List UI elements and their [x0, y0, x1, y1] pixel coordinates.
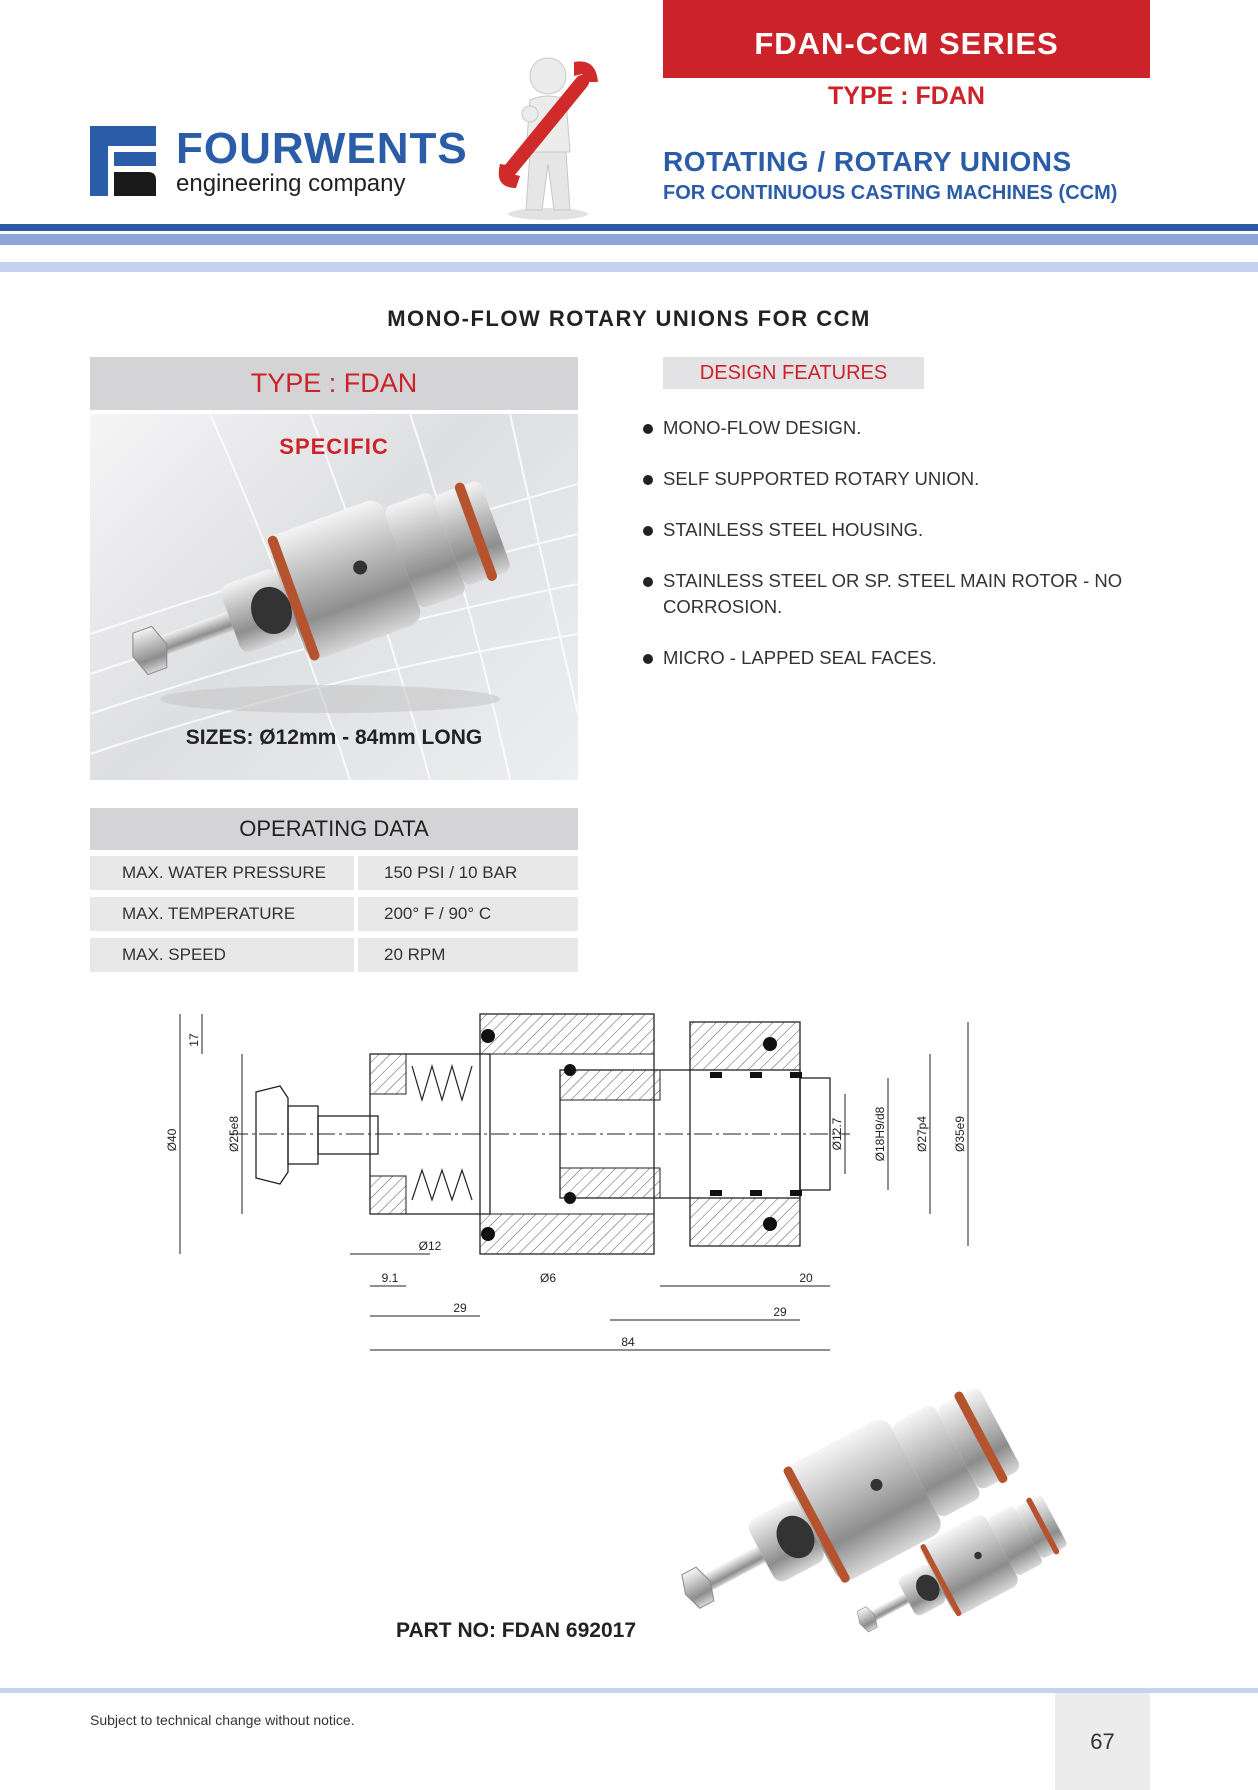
- spec-value: 20 RPM: [358, 938, 578, 972]
- header-stripe-light: [0, 262, 1258, 272]
- company-logo-mark: [90, 126, 156, 196]
- dimension-label: Ø18H9/d8: [873, 1106, 887, 1162]
- dimension-label: 84: [621, 1335, 635, 1349]
- list-item: STAINLESS STEEL HOUSING.: [643, 517, 1163, 543]
- list-item: MICRO - LAPPED SEAL FACES.: [643, 645, 1163, 671]
- dimension-label: Ø6: [539, 1271, 557, 1285]
- header-stripe-mid: [0, 234, 1258, 245]
- technical-drawing: [150, 1000, 1100, 1380]
- bullet-icon: [643, 526, 653, 536]
- company-tagline: engineering company: [176, 170, 406, 197]
- dimension-label: Ø27p4: [915, 1115, 929, 1153]
- spec-value: 150 PSI / 10 BAR: [358, 856, 578, 890]
- page-title: ROTATING / ROTARY UNIONS: [663, 146, 1072, 177]
- company-name: FOURWENTS: [176, 124, 468, 173]
- dimension-label: 17: [187, 1033, 201, 1047]
- dimension-label: 29: [453, 1301, 467, 1315]
- product-pair-photo: [670, 1355, 1170, 1665]
- type-label-box: TYPE : FDAN: [90, 357, 578, 410]
- series-banner: FDAN-CCM SERIES: [663, 0, 1150, 78]
- spec-label: MAX. TEMPERATURE: [90, 897, 354, 931]
- spec-label: MAX. SPEED: [90, 938, 354, 972]
- dimension-label: 9.1: [381, 1271, 399, 1285]
- table-row: [90, 856, 578, 890]
- dimension-label: Ø25e8: [227, 1115, 241, 1153]
- product-photo-panel: [90, 414, 578, 780]
- dimension-label: 20: [799, 1271, 813, 1285]
- header-stripe-dark: [0, 224, 1258, 231]
- part-number: PART NO: FDAN 692017: [396, 1619, 637, 1642]
- section-title: MONO-FLOW ROTARY UNIONS FOR CCM: [387, 306, 871, 331]
- footer-notice: Subject to technical change without notice.: [90, 1712, 355, 1728]
- type-heading: TYPE : FDAN: [828, 82, 985, 110]
- spec-value: 200° F / 90° C: [358, 897, 578, 931]
- dimension-label: Ø12: [418, 1239, 442, 1253]
- bullet-icon: [643, 577, 653, 587]
- operating-data-heading: OPERATING DATA: [90, 808, 578, 850]
- rotary-union-photo: [120, 464, 550, 724]
- design-features-heading: DESIGN FEATURES: [663, 357, 924, 389]
- dimension-label: Ø35e9: [953, 1115, 967, 1153]
- bullet-icon: [643, 654, 653, 664]
- page-number: 67: [1055, 1693, 1150, 1790]
- dimension-label: 29: [773, 1305, 787, 1319]
- sizes-label: SIZES: Ø12mm - 84mm LONG: [185, 726, 483, 749]
- bullet-icon: [643, 424, 653, 434]
- mascot-wrench-illustration: [490, 52, 615, 222]
- list-item: SELF SUPPORTED ROTARY UNION.: [643, 466, 1163, 492]
- table-row: [90, 938, 578, 972]
- table-row: [90, 897, 578, 931]
- page-subtitle: FOR CONTINUOUS CASTING MACHINES (CCM): [663, 182, 1118, 204]
- specific-label: SPECIFIC: [279, 434, 389, 459]
- bullet-icon: [643, 475, 653, 485]
- dimension-label: Ø40: [165, 1128, 179, 1152]
- spec-label: MAX. WATER PRESSURE: [90, 856, 354, 890]
- list-item: STAINLESS STEEL OR SP. STEEL MAIN ROTOR - NO CORROSION.: [643, 568, 1163, 620]
- dimension-label: Ø12.7: [830, 1117, 844, 1151]
- list-item: MONO-FLOW DESIGN.: [643, 415, 1163, 441]
